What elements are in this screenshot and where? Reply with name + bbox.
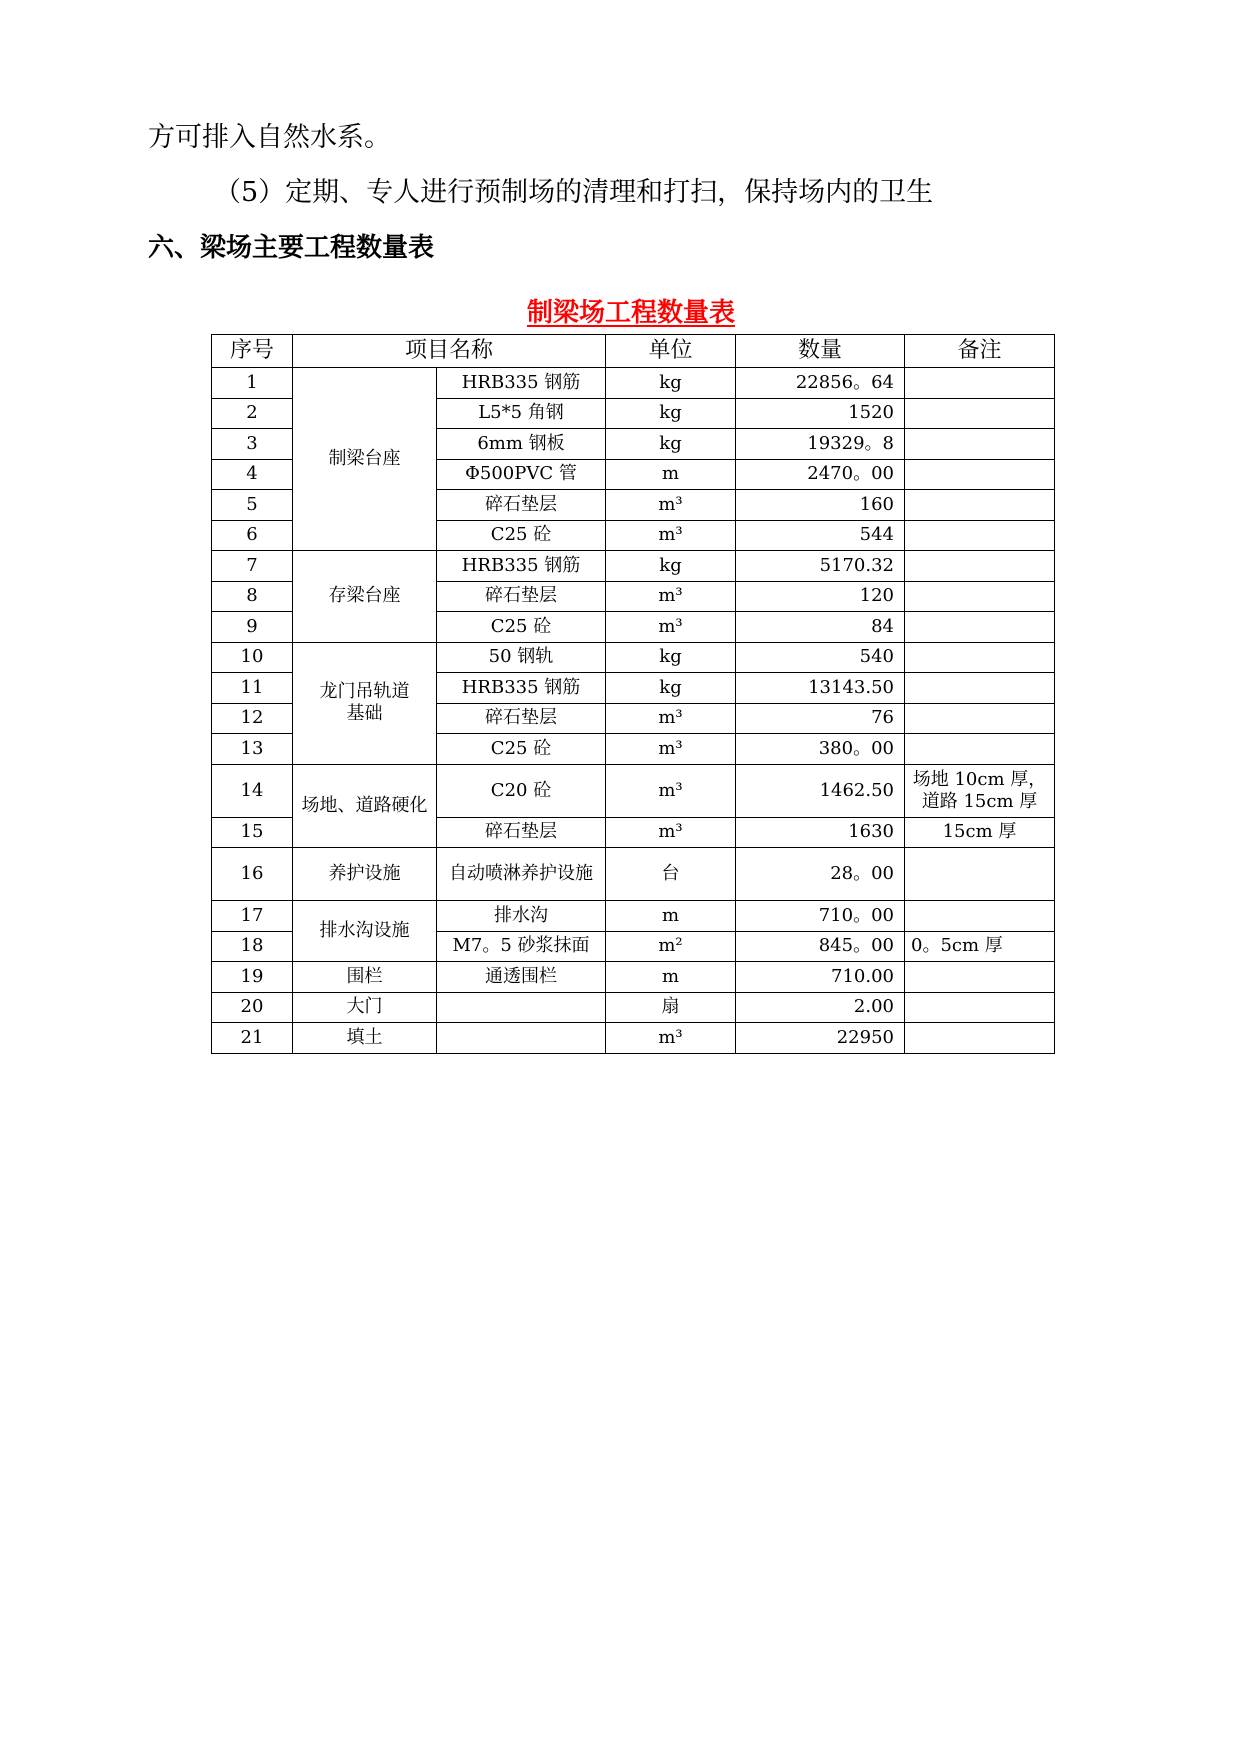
cell-item: Φ500PVC 管 [437, 459, 606, 490]
cell-note [905, 520, 1055, 551]
cell-item: 碎石垫层 [437, 581, 606, 612]
cell-unit: m³ [606, 817, 736, 848]
cell-item: 碎石垫层 [437, 703, 606, 734]
cell-qty: 710。00 [736, 901, 905, 932]
cell-no: 6 [212, 520, 293, 551]
cell-no: 19 [212, 962, 293, 993]
cell-unit: kg [606, 429, 736, 460]
cell-no: 2 [212, 398, 293, 429]
cell-unit: m² [606, 931, 736, 962]
cell-note [905, 703, 1055, 734]
cell-note [905, 992, 1055, 1023]
cell-qty: 1462.50 [736, 764, 905, 817]
cell-no: 11 [212, 673, 293, 704]
header-no: 序号 [212, 335, 293, 368]
cell-item: 碎石垫层 [437, 817, 606, 848]
cell-note [905, 734, 1055, 765]
cell-note [905, 459, 1055, 490]
cell-qty: 19329。8 [736, 429, 905, 460]
cell-qty: 5170.32 [736, 551, 905, 582]
cell-no: 21 [212, 1023, 293, 1054]
table-row [212, 764, 1055, 817]
cell-item: 通透围栏 [437, 962, 606, 993]
cell-qty: 22950 [736, 1023, 905, 1054]
table-row [212, 962, 1055, 993]
cell-qty: 710.00 [736, 962, 905, 993]
cell-item: 排水沟 [437, 901, 606, 932]
cell-qty: 2.00 [736, 992, 905, 1023]
paragraph-text: 方可排入自然水系。 [148, 122, 391, 153]
cell-note [905, 962, 1055, 993]
cell-note [905, 581, 1055, 612]
cell-no: 14 [212, 764, 293, 817]
cell-item: M7。5 砂浆抹面 [437, 931, 606, 962]
cell-note [905, 901, 1055, 932]
cell-item: C20 砼 [437, 764, 606, 817]
cell-note: 0。5cm 厚 [905, 931, 1055, 962]
cell-unit: m [606, 962, 736, 993]
cell-group: 存梁台座 [293, 551, 437, 643]
cell-item: HRB335 钢筋 [437, 551, 606, 582]
cell-qty: 120 [736, 581, 905, 612]
table-title: 制梁场工程数量表 [526, 298, 735, 328]
cell-qty: 160 [736, 490, 905, 521]
header-qty: 数量 [736, 335, 905, 368]
cell-item: C25 砼 [437, 734, 606, 765]
cell-qty: 544 [736, 520, 905, 551]
cell-unit: m³ [606, 490, 736, 521]
cell-group: 排水沟设施 [293, 901, 437, 962]
cell-no: 8 [212, 581, 293, 612]
cell-group: 制梁台座 [293, 368, 437, 551]
cell-item: C25 砼 [437, 612, 606, 643]
table-row [212, 551, 1055, 582]
cell-note: 场地 10cm 厚，道路 15cm 厚 [905, 764, 1055, 817]
cell-unit: m [606, 901, 736, 932]
cell-no: 18 [212, 931, 293, 962]
cell-unit: m [606, 459, 736, 490]
header-unit: 单位 [606, 335, 736, 368]
cell-item: L5*5 角钢 [437, 398, 606, 429]
cell-item: HRB335 钢筋 [437, 673, 606, 704]
table-row [212, 642, 1055, 673]
cell-unit: kg [606, 642, 736, 673]
cell-item: HRB335 钢筋 [437, 368, 606, 399]
cell-qty: 2470。00 [736, 459, 905, 490]
cell-unit: 台 [606, 848, 736, 901]
cell-unit: m³ [606, 520, 736, 551]
cell-no: 20 [212, 992, 293, 1023]
cell-unit: kg [606, 368, 736, 399]
cell-item [437, 1023, 606, 1054]
table-row [212, 992, 1055, 1023]
cell-item: 自动喷淋养护设施 [437, 848, 606, 901]
table-header-row [212, 335, 1055, 368]
cell-unit: m³ [606, 612, 736, 643]
cell-qty: 540 [736, 642, 905, 673]
cell-item: C25 砼 [437, 520, 606, 551]
table-row [212, 901, 1055, 932]
paragraph-text: （5）定期、专人进行预制场的清理和打扫，保持场内的卫生 [214, 177, 934, 208]
cell-qty: 76 [736, 703, 905, 734]
cell-note [905, 429, 1055, 460]
cell-unit: 扇 [606, 992, 736, 1023]
cell-note [905, 368, 1055, 399]
cell-unit: m³ [606, 581, 736, 612]
cell-note [905, 673, 1055, 704]
section-heading: 六、梁场主要工程数量表 [148, 233, 435, 263]
cell-group: 大门 [293, 992, 437, 1023]
cell-qty: 22856。64 [736, 368, 905, 399]
cell-item: 碎石垫层 [437, 490, 606, 521]
cell-unit: m³ [606, 1023, 736, 1054]
cell-unit: kg [606, 398, 736, 429]
cell-group: 围栏 [293, 962, 437, 993]
table-row [212, 1023, 1055, 1054]
cell-qty: 28。00 [736, 848, 905, 901]
cell-qty: 1520 [736, 398, 905, 429]
cell-note [905, 551, 1055, 582]
cell-qty: 380。00 [736, 734, 905, 765]
cell-qty: 1630 [736, 817, 905, 848]
cell-no: 10 [212, 642, 293, 673]
cell-no: 15 [212, 817, 293, 848]
cell-qty: 84 [736, 612, 905, 643]
cell-no: 1 [212, 368, 293, 399]
cell-qty: 13143.50 [736, 673, 905, 704]
cell-no: 9 [212, 612, 293, 643]
cell-no: 16 [212, 848, 293, 901]
cell-note [905, 642, 1055, 673]
cell-no: 13 [212, 734, 293, 765]
cell-no: 3 [212, 429, 293, 460]
cell-no: 4 [212, 459, 293, 490]
cell-no: 12 [212, 703, 293, 734]
cell-unit: kg [606, 551, 736, 582]
cell-note [905, 612, 1055, 643]
cell-note [905, 848, 1055, 901]
cell-unit: m³ [606, 703, 736, 734]
cell-no: 17 [212, 901, 293, 932]
cell-group: 龙门吊轨道基础 [293, 642, 437, 764]
cell-qty: 845。00 [736, 931, 905, 962]
cell-unit: m³ [606, 764, 736, 817]
cell-item: 50 钢轨 [437, 642, 606, 673]
cell-unit: m³ [606, 734, 736, 765]
table-row [212, 848, 1055, 901]
cell-note [905, 490, 1055, 521]
cell-item: 6mm 钢板 [437, 429, 606, 460]
cell-group: 场地、道路硬化 [293, 764, 437, 848]
cell-group: 填土 [293, 1023, 437, 1054]
header-item: 项目名称 [293, 335, 606, 368]
quantity-table [211, 334, 1055, 1054]
cell-note: 15cm 厚 [905, 817, 1055, 848]
cell-note [905, 398, 1055, 429]
cell-unit: kg [606, 673, 736, 704]
cell-group: 养护设施 [293, 848, 437, 901]
cell-no: 7 [212, 551, 293, 582]
cell-note [905, 1023, 1055, 1054]
cell-no: 5 [212, 490, 293, 521]
table-row [212, 368, 1055, 399]
header-note: 备注 [905, 335, 1055, 368]
cell-item [437, 992, 606, 1023]
